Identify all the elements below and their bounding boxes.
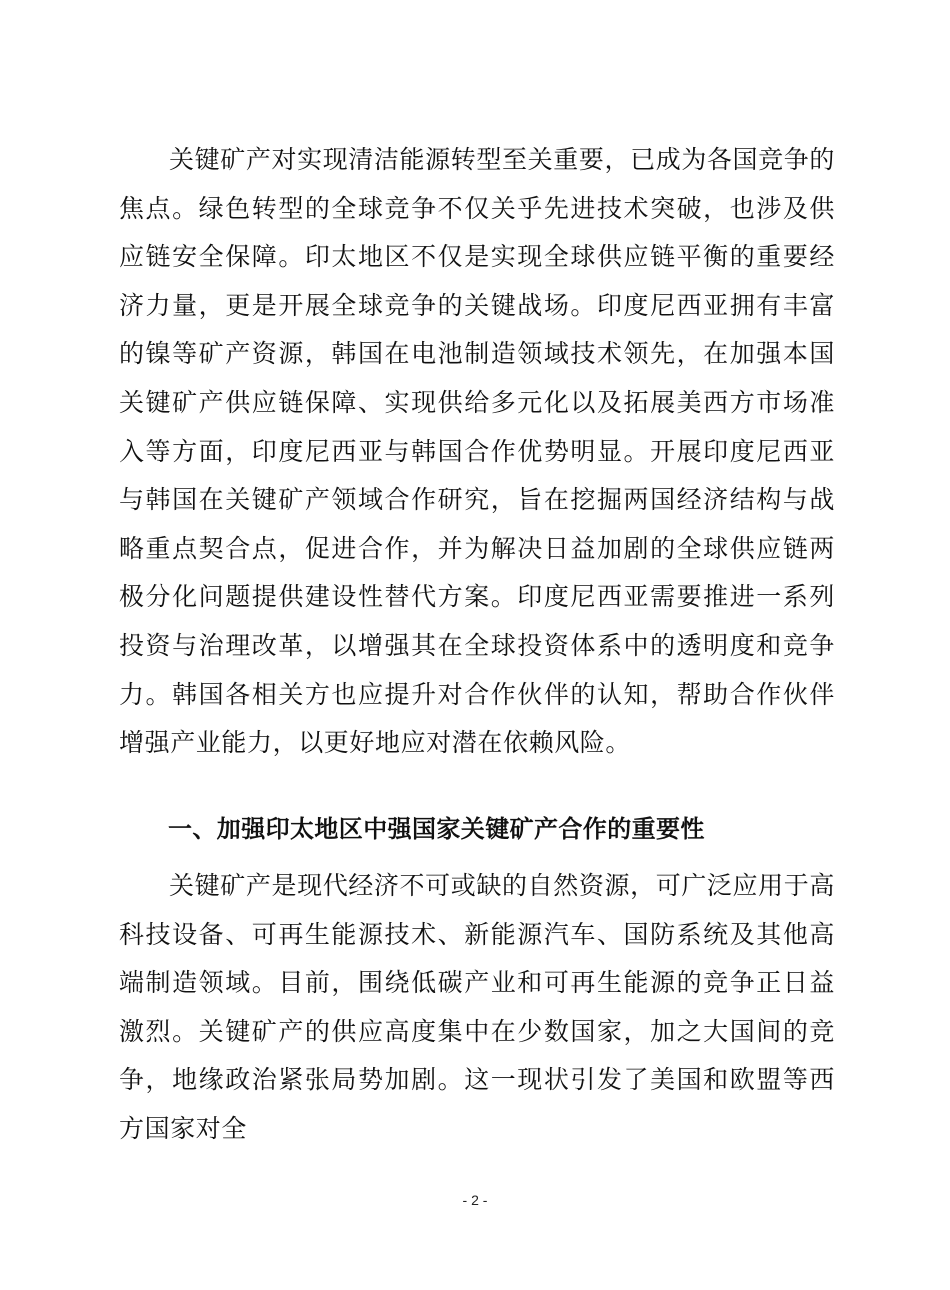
page-number: - 2 -: [462, 1192, 488, 1208]
body-paragraph-intro: 关键矿产对实现清洁能源转型至关重要，已成为各国竞争的焦点。绿色转型的全球竞争不仅关乎先进技术突破，也涉及供应链安全保障。印太地区不仅是实现全球供应链平衡的重要经济力量，更是开展全球竞争的关键战场。印度尼西亚拥有丰富的镍等矿产资源，韩国在电池制造领域技术领先，在加强本国关键矿产供应链保障、实现供给多元化以及拓展美西方市场准入等方面，印度尼西亚与韩国合作优势明显。开展印度尼西亚与韩国在关键矿产领域合作研究，旨在挖掘两国经济结构与战略重点契合点，促进合作，并为解决日益加剧的全球供应链两极分化问题提供建设性替代方案。印度尼西亚需要推进一系列投资与治理改革，以增强其在全球投资体系中的透明度和竞争力。韩国各相关方也应提升对合作伙伴的认知，帮助合作伙伴增强产业能力，以更好地应对潜在依赖风险。: [119, 145, 835, 758]
section-heading: 一、加强印太地区中强国家关键矿产合作的重要性: [168, 815, 705, 843]
body-paragraph-section-1: 关键矿产是现代经济不可或缺的自然资源，可广泛应用于高科技设备、可再生能源技术、新能源汽车、国防系统及其他高端制造领域。目前，围绕低碳产业和可再生能源的竞争正日益激烈。关键矿产的供应高度集中在少数国家，加之大国间的竞争，地缘政治紧张局势加剧。这一现状引发了美国和欧盟等西方国家对全: [119, 871, 835, 1143]
